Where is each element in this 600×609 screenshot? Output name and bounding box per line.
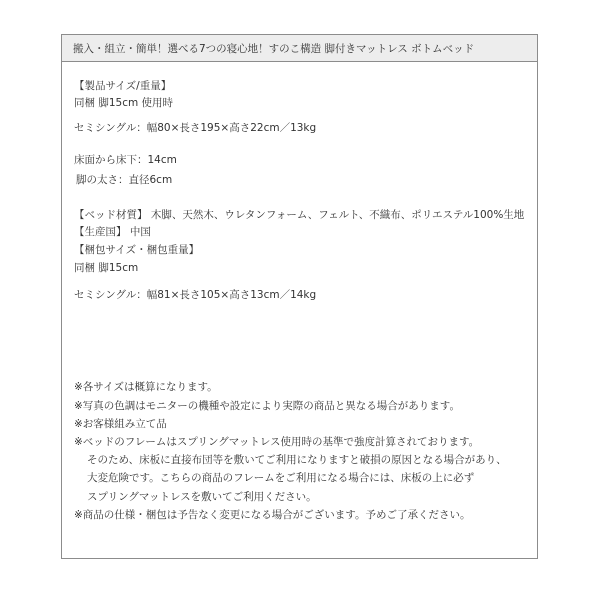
note-frame-strength: ※ベッドのフレームはスプリングマットレス使用時の基準で強度計算されております。 bbox=[74, 436, 480, 448]
note-frame-strength-cont-1: そのため、床板に直接布団等を敷いてご利用になりますと破損の原因となる場合があり、 bbox=[87, 454, 507, 466]
note-frame-strength-cont-3: スプリングマットレスを敷いてご利用ください。 bbox=[87, 491, 317, 503]
note-assembly-required: ※お客様組み立て品 bbox=[74, 418, 167, 430]
product-spec-box bbox=[61, 34, 538, 559]
package-legs-note: 同梱 脚15cm bbox=[74, 262, 139, 274]
country-of-origin: 【生産国】 中国 bbox=[74, 226, 151, 238]
note-photo-color: ※写真の色調はモニターの機種や設定により実際の商品と異なる場合があります。 bbox=[74, 400, 460, 412]
bed-materials: 【ベッド材質】 木脚、天然木、ウレタンフォーム、フェルト、不織布、ポリエステル100%生地 bbox=[74, 209, 525, 221]
spec-header bbox=[62, 35, 537, 62]
note-approximate-sizes: ※各サイズは概算になります。 bbox=[74, 381, 218, 393]
product-title: 搬入・組立・簡単！選べる7つの寝心地！すのこ構造 脚付きマットレス ボトムベッド bbox=[73, 42, 475, 55]
leg-thickness: 脚の太さ：直径6cm bbox=[76, 174, 173, 186]
note-spec-change: ※商品の仕様・梱包は予告なく変更になる場合がございます。予めご了承ください。 bbox=[74, 509, 471, 521]
size-weight-heading: 【製品サイズ/重量】 bbox=[74, 80, 172, 92]
package-size-heading: 【梱包サイズ・梱包重量】 bbox=[74, 244, 200, 256]
with-legs-note: 同梱 脚15cm 使用時 bbox=[74, 97, 174, 109]
floor-clearance: 床面から床下：14cm bbox=[74, 154, 177, 166]
product-dimensions: セミシングル：幅80×長さ195×高さ22cm／13kg bbox=[74, 122, 317, 134]
note-frame-strength-cont-2: 大変危険です。こちらの商品のフレームをご利用になる場合には、床板の上に必ず bbox=[87, 472, 475, 484]
package-dimensions: セミシングル：幅81×長さ105×高さ13cm／14kg bbox=[74, 289, 317, 301]
